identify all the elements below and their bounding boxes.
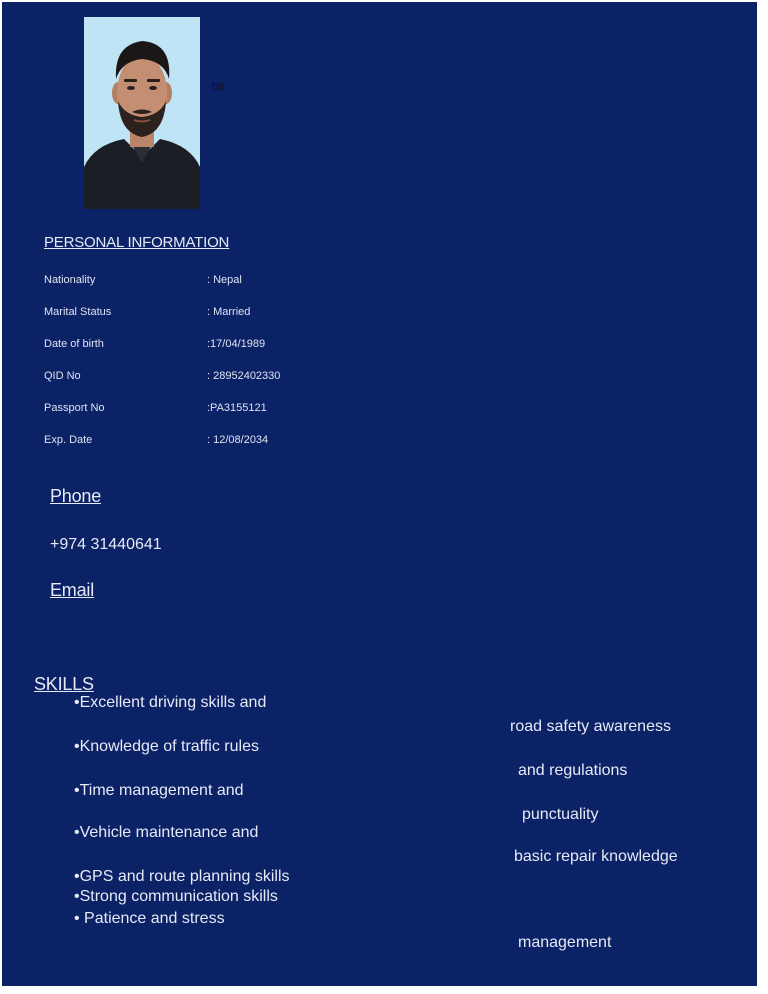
skills-heading: SKILLS (34, 674, 94, 694)
skill-item: •Excellent driving skills and (74, 694, 267, 711)
info-value: : Married (207, 306, 251, 318)
resume-page (2, 2, 757, 986)
header-tiny-text: Dil (212, 82, 224, 93)
info-label: QID No (44, 370, 81, 382)
info-value: : 12/08/2034 (207, 434, 269, 446)
info-value: :17/04/1989 (207, 338, 266, 350)
skill-continuation: punctuality (522, 806, 599, 823)
phone-heading: Phone (50, 486, 102, 506)
skill-continuation: management (518, 934, 612, 951)
info-value: :PA3155121 (207, 402, 267, 414)
phone-number: +974 31440641 (50, 536, 162, 553)
skill-item: •Time management and (74, 782, 244, 799)
personal-information-heading: PERSONAL INFORMATION (44, 234, 230, 251)
skill-item: •GPS and route planning skills (74, 868, 290, 885)
info-label: Passport No (44, 402, 105, 414)
info-label: Date of birth (44, 338, 104, 350)
email-heading: Email (50, 580, 95, 600)
skill-continuation: basic repair knowledge (514, 848, 678, 865)
info-value: : 28952402330 (207, 370, 281, 382)
skill-continuation: and regulations (518, 762, 628, 779)
skill-item: • Patience and stress (74, 910, 225, 927)
profile-photo (84, 17, 200, 209)
skill-item: •Knowledge of traffic rules (74, 738, 259, 755)
info-label: Marital Status (44, 306, 112, 318)
skill-item: •Strong communication skills (74, 888, 278, 905)
info-label: Exp. Date (44, 434, 93, 446)
info-value: : Nepal (207, 274, 242, 286)
skill-continuation: road safety awareness (510, 718, 671, 735)
skill-item: •Vehicle maintenance and (74, 824, 259, 841)
info-label: Nationality (44, 274, 96, 286)
